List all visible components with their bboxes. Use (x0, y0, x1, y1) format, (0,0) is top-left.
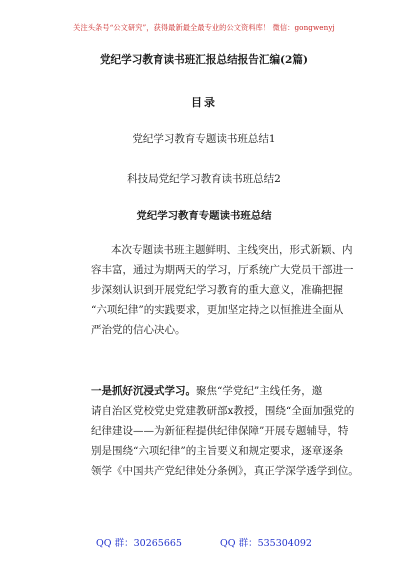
section-title: 党纪学习教育专题读书班总结 (136, 210, 272, 222)
promo-banner: 关注头条号“公文研究”，获得最新最全最专业的公文资料库！ 微信：gongwenyj (73, 23, 335, 32)
toc-heading: 目录 (191, 96, 217, 109)
paragraph-line-text: 聚焦“学党纪”主线任务，邀 (196, 385, 323, 397)
paragraph-line: 步深刻认识到开展党纪学习教育的重大意义，准确把握 (91, 284, 343, 296)
qq-group-2: QQ 群：535304092 (219, 538, 312, 549)
toc-item-1[interactable]: 党纪学习教育专题读书班总结1 (132, 133, 276, 145)
paragraph-line: 别是围绕“六项纪律”的主旨要义和规定要求，逐章逐条 (91, 445, 344, 457)
paragraph-line: 本次专题读书班主题鲜明、主线突出，形式新颖、内 (111, 244, 353, 256)
paragraph-first-line (91, 381, 335, 401)
paragraph-line: 严治党的信心决心。 (91, 324, 186, 336)
paragraph-line: 请自治区党校党史党建教研部x教授，围绕“全面加强党的 (91, 405, 355, 417)
paragraph-line: 纪律建设——为新征程提供纪律保障”开展专题辅导，特 (91, 425, 349, 437)
footer-contact (0, 535, 408, 549)
paragraph-1 (91, 240, 354, 340)
paragraph-line: 领学《中国共产党纪律处分条例》，真正学深学透学到位。 (91, 465, 359, 477)
qq-group-1: QQ 群：30265665 (96, 538, 182, 549)
paragraph-lead: 一是抓好沉浸式学习。 (91, 385, 196, 397)
toc-item-2[interactable]: 科技局党纪学习教育读书班总结2 (127, 173, 281, 185)
paragraph-line: 容丰富，通过为期两天的学习，厅系统广大党员干部进一 (91, 264, 354, 276)
paragraph-line: “六项纪律”的实践要求，更加坚定持之以恒推进全面从 (91, 304, 344, 316)
paragraph-2 (91, 381, 359, 481)
document-title: 党纪学习教育读书班汇报总结报告汇编(2篇) (99, 54, 309, 66)
